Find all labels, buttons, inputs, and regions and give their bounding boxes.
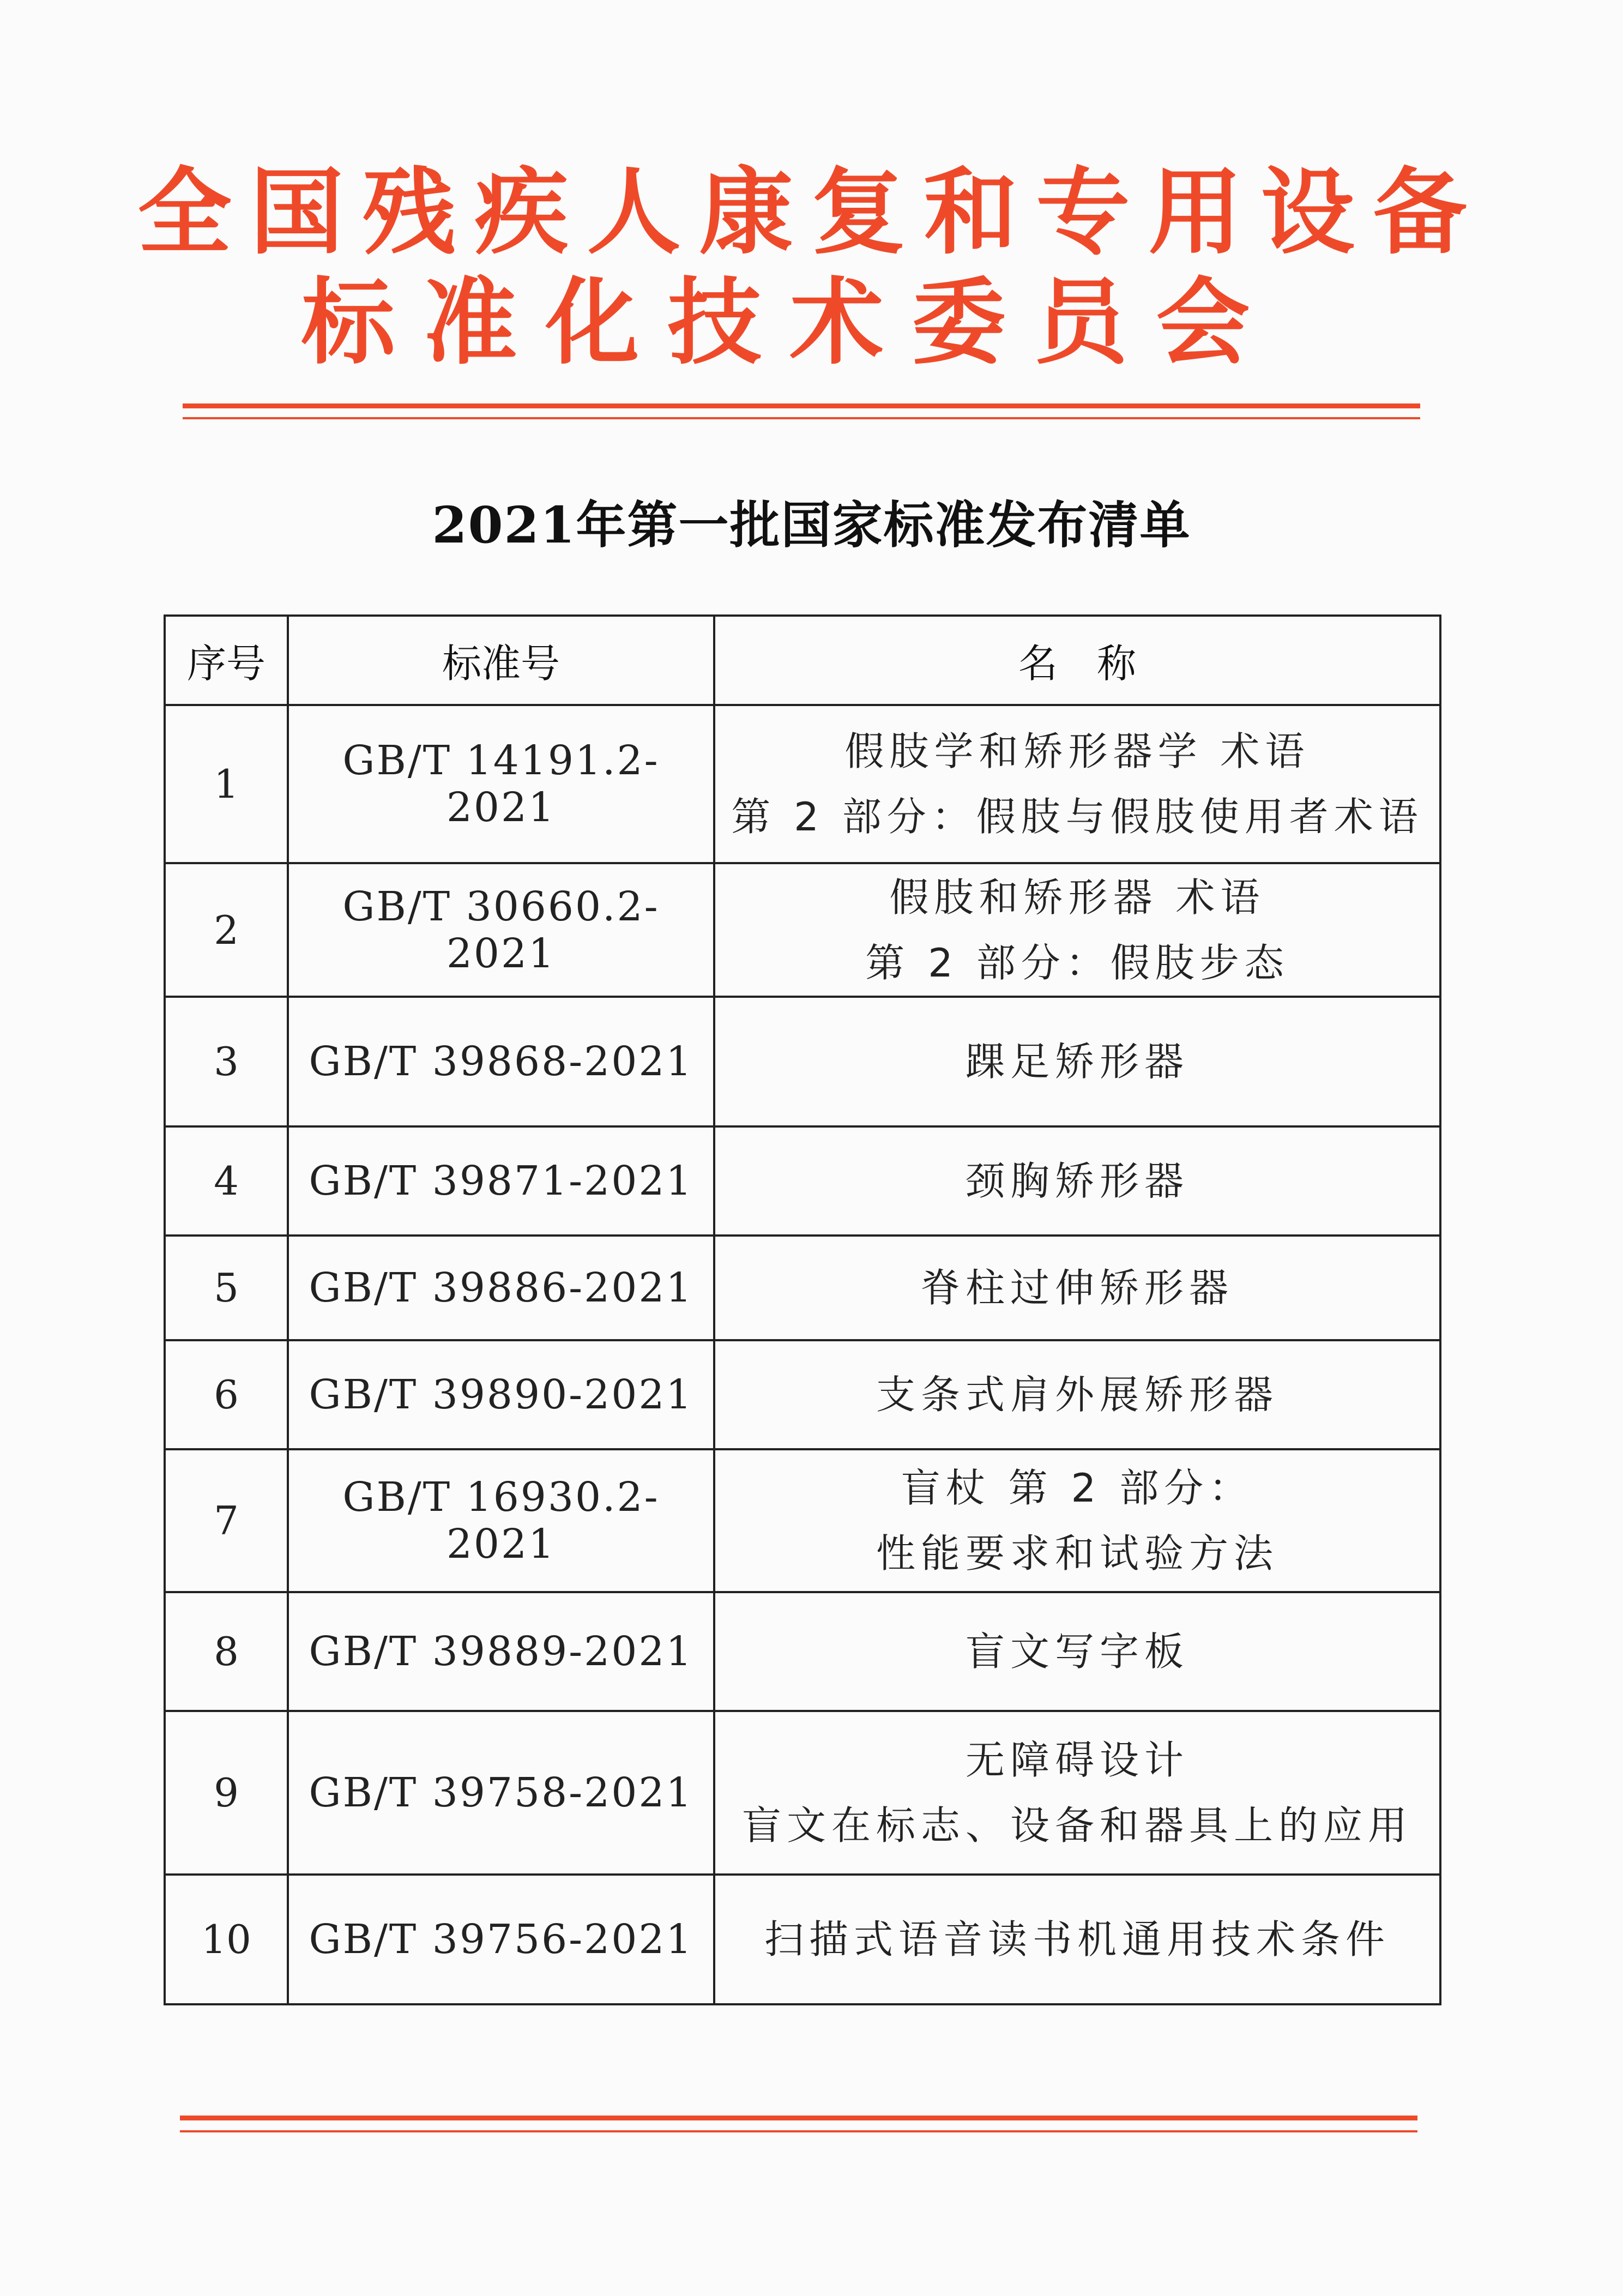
row-standard-code: GB/T 39756-2021 — [288, 1875, 714, 2004]
header-rule-thick — [183, 403, 1420, 408]
table-row — [165, 1236, 1440, 1340]
name-line: 假肢学和矫形器学 术语 — [844, 728, 1310, 774]
table-row — [165, 1340, 1440, 1449]
row-standard-name — [714, 1340, 1440, 1449]
row-standard-code: GB/T 39886-2021 — [288, 1236, 714, 1340]
row-standard-code: GB/T 14191.2-2021 — [288, 705, 714, 863]
name-line: 脊柱过伸矫形器 — [920, 1265, 1234, 1311]
name-line: 扫描式语音读书机通用技术条件 — [764, 1917, 1390, 1962]
row-standard-code: GB/T 39889-2021 — [288, 1592, 714, 1711]
row-standard-name — [714, 1711, 1440, 1875]
row-standard-name — [714, 1126, 1440, 1236]
org-name-line1: 全国残疾人康复和专用设备 — [137, 158, 1486, 267]
row-seq: 3 — [165, 997, 288, 1126]
column-header-name: 名 称 — [714, 616, 1440, 705]
row-standard-name — [714, 1236, 1440, 1340]
name-line: 盲杖 第 2 部分： — [901, 1465, 1254, 1511]
row-standard-code: GB/T 30660.2-2021 — [288, 863, 714, 997]
row-seq: 4 — [165, 1126, 288, 1236]
name-line: 颈胸矫形器 — [965, 1158, 1189, 1204]
row-standard-code: GB/T 39871-2021 — [288, 1126, 714, 1236]
row-standard-name — [714, 1592, 1440, 1711]
table-row — [165, 1592, 1440, 1711]
row-seq: 9 — [165, 1711, 288, 1875]
row-standard-code: GB/T 39758-2021 — [288, 1711, 714, 1875]
row-standard-code: GB/T 39868-2021 — [288, 997, 714, 1126]
row-standard-name — [714, 705, 1440, 863]
table-row — [165, 705, 1440, 863]
row-seq: 5 — [165, 1236, 288, 1340]
name-line: 支条式肩外展矫形器 — [876, 1372, 1278, 1418]
row-seq: 7 — [165, 1449, 288, 1592]
name-line: 盲文在标志、设备和器具上的应用 — [741, 1803, 1413, 1848]
row-seq: 6 — [165, 1340, 288, 1449]
name-line: 无障碍设计 — [965, 1737, 1189, 1783]
table-row — [165, 863, 1440, 997]
row-standard-name — [714, 1449, 1440, 1592]
footer-rule-thick — [180, 2116, 1417, 2120]
name-line: 踝足矫形器 — [965, 1039, 1189, 1084]
row-seq: 10 — [165, 1875, 288, 2004]
table-header-row — [165, 616, 1440, 705]
table-row — [165, 1711, 1440, 1875]
column-header-seq: 序号 — [165, 616, 288, 705]
table-row — [165, 1875, 1440, 2004]
row-standard-name — [714, 1875, 1440, 2004]
name-line: 性能要求和试验方法 — [876, 1530, 1278, 1576]
row-standard-code: GB/T 16930.2-2021 — [288, 1449, 714, 1592]
row-standard-code: GB/T 39890-2021 — [288, 1340, 714, 1449]
row-standard-name — [714, 863, 1440, 997]
name-line: 第 2 部分：假肢步态 — [865, 939, 1289, 986]
row-standard-name — [714, 997, 1440, 1126]
row-seq: 2 — [165, 863, 288, 997]
table-row — [165, 1126, 1440, 1236]
name-line: 第 2 部分：假肢与假肢使用者术语 — [731, 794, 1423, 840]
row-seq: 1 — [165, 705, 288, 863]
column-header-code: 标准号 — [288, 616, 714, 705]
name-line: 盲文写字板 — [965, 1629, 1189, 1674]
footer-rule-thin — [180, 2130, 1417, 2132]
header-rule-thin — [183, 417, 1420, 419]
document-title: 2021年第一批国家标准发布清单 — [432, 496, 1191, 555]
row-seq: 8 — [165, 1592, 288, 1711]
standards-table — [164, 614, 1441, 2005]
table-row — [165, 1449, 1440, 1592]
org-name-line2: 标准化技术委员会 — [301, 268, 1278, 377]
table-row — [165, 997, 1440, 1126]
name-line: 假肢和矫形器 术语 — [889, 874, 1265, 920]
